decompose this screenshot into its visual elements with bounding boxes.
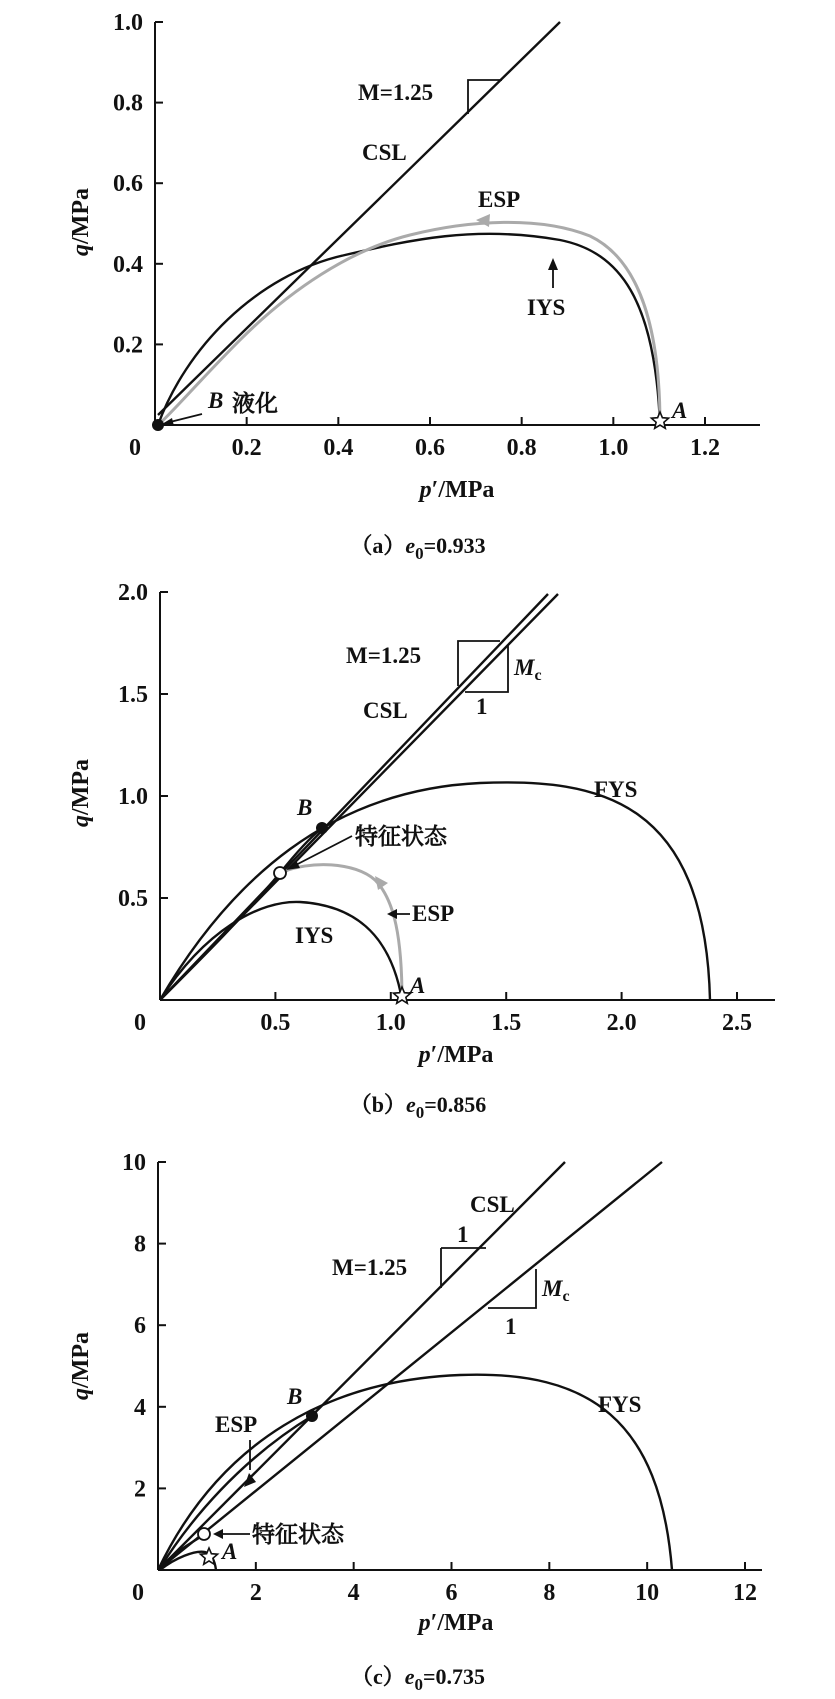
panel-a-csl-label: CSL — [362, 140, 407, 165]
x-tick-label: 2 — [249, 1580, 262, 1606]
panel-c-esp-label: ESP — [215, 1412, 258, 1437]
panel-a-point-b — [152, 419, 164, 431]
panel-a-b-label: B — [208, 388, 224, 413]
x-tick-label: 1.0 — [375, 1010, 406, 1036]
x-tick-label: 10 — [635, 1580, 660, 1606]
panel-b-fys-curve — [160, 782, 710, 1000]
panel-c-slope-label: M=1.25 — [332, 1255, 408, 1280]
x-tick-label: 2.5 — [722, 1010, 752, 1036]
panel-c-one-label: 1 — [505, 1314, 517, 1339]
y-tick-label: 10 — [122, 1150, 146, 1176]
panel-c-slope-triangle-mc — [488, 1269, 536, 1308]
panel-c-b-label: B — [287, 1384, 303, 1409]
panel-b-x-axis-label: p′/MPa — [418, 1042, 494, 1068]
x-tick-label: 0 — [129, 435, 141, 461]
y-tick-label: 0.4 — [113, 251, 143, 278]
panel-c-caption: $(c)e_0=0.735$ — [350, 1664, 486, 1694]
panel-b-esp-label: ESP — [412, 901, 455, 926]
x-tick-label: 0 — [134, 1010, 146, 1036]
panel-a-slope-label: M=1.25 — [358, 80, 434, 105]
x-tick-label: 12 — [733, 1580, 757, 1606]
x-tick-label: 1.2 — [690, 435, 720, 461]
panel-c-y-ticks — [122, 1150, 166, 1502]
panel-b-x-ticks — [134, 992, 752, 1036]
panel-b-a-label: A — [410, 973, 426, 998]
panel-c-fys-label: FYS — [598, 1392, 642, 1417]
panel-c-characteristic-state-label: 特征状态 — [252, 1522, 344, 1548]
panel-b-point-char — [274, 867, 286, 879]
panel-c-chart — [68, 1150, 762, 1694]
y-tick-label: 0.8 — [113, 90, 143, 117]
panel-c-x-ticks — [132, 1562, 757, 1606]
y-tick-label: 0.6 — [113, 171, 143, 198]
y-tick-label: 8 — [134, 1231, 146, 1258]
panel-b-iys-label: IYS — [295, 923, 334, 948]
x-tick-label: 0.4 — [323, 435, 354, 461]
panel-c-point-char — [198, 1528, 210, 1540]
panel-b-caption: $(b)e_0=0.856$ — [349, 1092, 487, 1122]
panel-a-chart — [68, 10, 760, 563]
y-tick-label: 2 — [134, 1476, 146, 1503]
x-tick-label: 2.0 — [606, 1010, 637, 1036]
y-tick-label: 1.0 — [113, 10, 143, 36]
panel-b-y-axis-label: q/MPa — [68, 759, 94, 827]
panel-b-point-b — [316, 822, 328, 834]
panel-b-slope-triangle-csl — [458, 641, 500, 686]
x-tick-label: 0 — [132, 1580, 144, 1606]
panel-c-one-top-label: 1 — [457, 1222, 469, 1247]
x-tick-label: 1.5 — [491, 1010, 522, 1036]
panel-c-csl-line — [158, 1162, 565, 1570]
panel-c-a-label: A — [222, 1539, 238, 1564]
panel-b-iys-curve — [160, 902, 402, 1000]
panel-a-iys-pointer-head — [548, 258, 558, 270]
x-tick-label: 0.5 — [260, 1010, 291, 1036]
panel-b-slope-label: M=1.25 — [346, 643, 422, 668]
panel-c-csl-label: CSL — [470, 1192, 515, 1217]
x-tick-label: 6 — [445, 1580, 458, 1606]
panel-c-x-axis-label: p′/MPa — [418, 1610, 494, 1636]
y-tick-label: 4 — [134, 1394, 146, 1421]
y-tick-label: 0.2 — [113, 332, 143, 359]
y-tick-label: 1.5 — [118, 682, 148, 708]
panel-a-x-axis-label: p′/MPa — [419, 477, 495, 503]
x-tick-label: 0.6 — [415, 435, 445, 461]
x-tick-label: 4 — [347, 1580, 360, 1606]
panel-b-fys-label: FYS — [594, 777, 638, 802]
panel-a-y-axis-label: q/MPa — [68, 188, 94, 256]
panel-b-characteristic-state-label: 特征状态 — [355, 824, 447, 850]
x-tick-label: 1.0 — [598, 435, 629, 461]
panel-c-point-b — [306, 1410, 318, 1422]
panel-b-b-label: B — [297, 795, 313, 820]
panel-b-mc-label: $M_c$ — [514, 655, 542, 684]
x-tick-label: 8 — [543, 1580, 556, 1606]
panel-a-esp-label: ESP — [478, 187, 521, 212]
y-tick-label: 0.5 — [118, 886, 148, 912]
panel-a-iys-label: IYS — [527, 295, 566, 320]
x-tick-label: 0.8 — [506, 435, 537, 461]
panel-c-mc-label: $M_c$ — [542, 1276, 570, 1305]
panel-a-a-label: A — [672, 398, 688, 423]
panel-c-mc-line — [158, 1162, 662, 1570]
y-tick-label: 1.0 — [118, 784, 148, 810]
panel-b-one-label: 1 — [476, 694, 488, 719]
panel-a-liquefaction-label: 液化 — [232, 391, 278, 417]
panel-a-caption: $(a)e_0=0.933$ — [350, 533, 486, 563]
panel-c-y-axis-label: q/MPa — [68, 1332, 94, 1400]
y-tick-label: 6 — [134, 1313, 146, 1340]
x-tick-label: 0.2 — [231, 435, 262, 461]
panel-b-csl-label: CSL — [363, 698, 408, 723]
y-tick-label: 2.0 — [118, 580, 148, 606]
panel-b-chart — [68, 580, 775, 1122]
panel-a-x-ticks — [129, 417, 720, 461]
panel-c-char-pointer-head — [213, 1529, 223, 1539]
